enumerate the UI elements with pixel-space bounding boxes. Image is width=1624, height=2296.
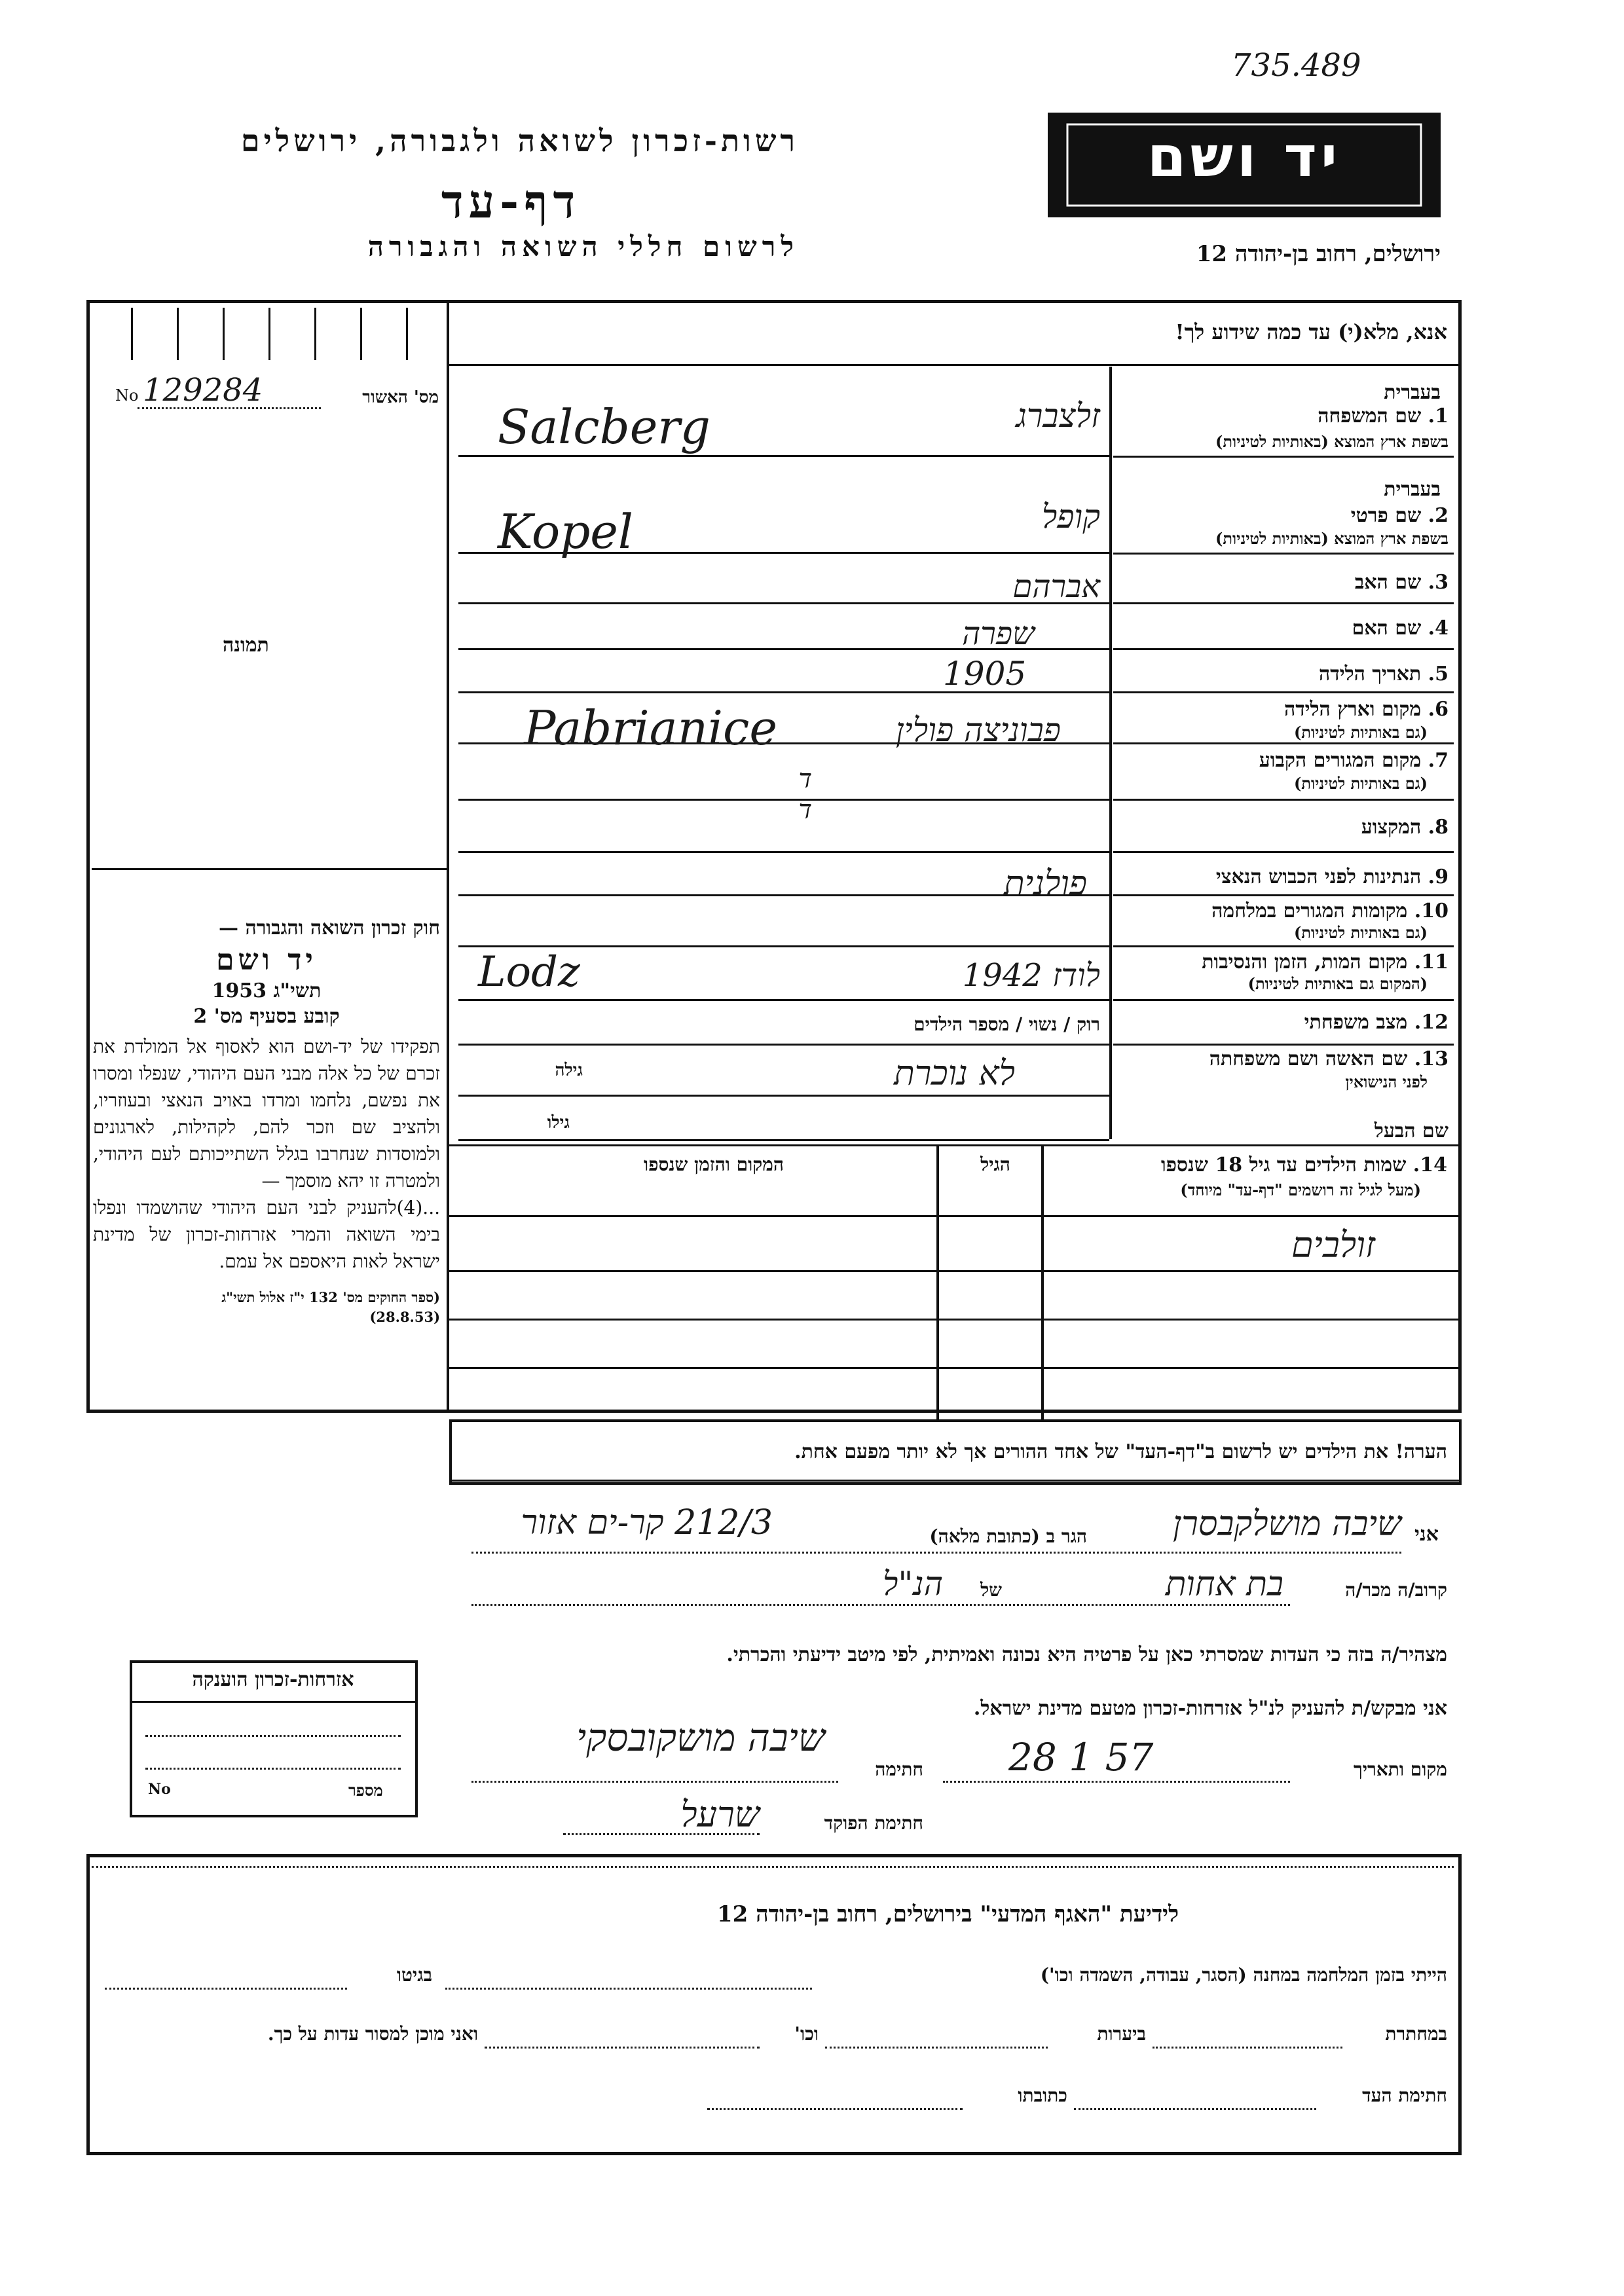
f1-value-hebrew: זלצברג: [1016, 397, 1100, 435]
declarant-ani: אני: [1414, 1523, 1439, 1546]
header-address: ירושלים, רחוב בן-יהודה 12: [1196, 241, 1441, 267]
footer-line2-end: ואני מוכן למסור עדות על כך.: [267, 2023, 478, 2045]
f1-num: 1.: [1428, 405, 1449, 428]
law-year: תשי"ג 1953: [212, 979, 322, 1002]
f8-num: 8.: [1428, 816, 1449, 839]
f9-label: הנתינות לפני הכבוש הנאצי: [1215, 866, 1422, 888]
f2-sub: בשפת ארץ המוצא (באותיות לטיניות): [1215, 529, 1449, 548]
f2-hebrew-tag: בעברית: [1384, 478, 1441, 501]
footer-line1-end: בגיטו: [396, 1964, 432, 1986]
logo-text: יד ושם: [1147, 124, 1342, 190]
photo-label: תמונה: [223, 634, 269, 657]
husband-label: שם הבעל: [1374, 1120, 1449, 1142]
footer-heading: לידיעת "האגף המדעי" בירושלים, רחוב בן-יהודה 12: [716, 1901, 1179, 1927]
f7-label: מקום המגורים הקבוע: [1259, 749, 1422, 772]
plea-text: אנא, מלא(י) עד כמה שידוע לך!: [1175, 319, 1447, 344]
form-subtitle: לרשום חללי השואה והגבורה: [367, 230, 799, 263]
f13-value: לא נוכרת: [894, 1054, 1015, 1093]
f1-sub: בשפת ארץ המוצא (באותיות לטיניות): [1215, 432, 1449, 451]
law-citation: (ספר החוקים מס' 132 י"ז אלול תשי"ג (28.8.53): [221, 1289, 440, 1325]
f2-value-hebrew: קופל: [1041, 498, 1100, 536]
registration-boxes: [92, 308, 445, 360]
footer-line3-a: חתימת העד: [1362, 2085, 1447, 2106]
registration-no-prefix: No: [115, 386, 139, 405]
f3-num: 3.: [1428, 571, 1449, 594]
f14-num: 14.: [1412, 1154, 1447, 1176]
footer-line1: הייתי בזמן המלחמה במחנה (הסגר, עבודה, השמדה וכו'): [1040, 1964, 1447, 1986]
f13-age-label: גילה: [555, 1061, 583, 1080]
f12-label: מצב משפחתי: [1304, 1011, 1408, 1034]
law-name: יד ושם: [216, 943, 317, 977]
footer-line2-c: וכו': [794, 2023, 819, 2045]
f6-value-hebrew: פבוניצה פולין: [895, 711, 1061, 749]
f9-num: 9.: [1428, 866, 1449, 888]
f12-value: רוק / נשוי / מספר הילדים: [913, 1013, 1100, 1035]
f10-label: מקומות המגורים במלחמה: [1211, 900, 1408, 922]
f8-value: [524, 811, 1100, 843]
of-value: הנ"ל: [883, 1565, 943, 1603]
husband-value: [589, 1106, 1087, 1135]
f1-value-latin: Salcberg: [498, 399, 710, 454]
field-labels: [1113, 367, 1454, 1142]
f6-num: 6.: [1428, 698, 1449, 721]
f12-num: 12.: [1414, 1011, 1449, 1034]
f10-sub: (גם באותיות לטיניות): [1293, 923, 1428, 942]
form-title: דף-עד: [441, 174, 581, 228]
authority-title: רשות-זכרון לשואה ולגבורה, ירושלים: [240, 123, 799, 158]
archive-number: 735.489: [1231, 47, 1361, 84]
officer-label: חתימת הפוקד: [824, 1812, 923, 1834]
citizenship-number-label: מספר: [348, 1781, 383, 1800]
f7-sub: (גם באותיות לטיניות): [1293, 774, 1428, 793]
f6-value-latin: Pabrianice: [524, 701, 777, 756]
place-date-label: מקום ותאריך: [1353, 1758, 1447, 1780]
f5-value: 1905: [943, 655, 1027, 693]
relation-value: בת אחות: [1165, 1565, 1283, 1604]
declarant-resides-label: הגר ב (כתובת מלאה): [929, 1525, 1087, 1547]
f7-value: ד ד: [798, 764, 930, 825]
f5-label: תאריך הלידה: [1319, 663, 1422, 685]
f14-value: זולבים: [1291, 1224, 1375, 1266]
citizenship-box: [130, 1660, 418, 1817]
f4-label: שם האם: [1352, 617, 1422, 640]
yad-vashem-logo: [1048, 113, 1441, 217]
f3-label: שם האב: [1354, 571, 1422, 594]
officer-signature: שרעל: [680, 1794, 760, 1835]
registration-number: 129284: [143, 372, 263, 409]
f8-label: המקצוע: [1361, 816, 1422, 839]
of-label: של: [980, 1579, 1002, 1601]
law-item-4: ...(4)להעניק לבני העם היהודי שהושמדו ונפלו בימי השואה והמרי אזרחות-זכרון של מדינת ישראל לאות היאספם אל עמם.: [93, 1197, 440, 1272]
f13-sub: לפני הנישואין: [1345, 1072, 1428, 1091]
signature-label: חתימה: [875, 1758, 923, 1780]
declarant-name: שיבה מושלקבסרן: [1172, 1504, 1401, 1544]
request-text: אני מבקש/ת להעניק לנ"ל אזרחות-זכרון מטעם מדינת ישראל.: [973, 1697, 1447, 1720]
date-value: 28 1 57: [1008, 1735, 1154, 1779]
signature-value: שיבה מושקובסקי: [576, 1715, 825, 1760]
footer-box: [86, 1854, 1462, 2155]
footer-line2-a: במחתרת: [1385, 2023, 1447, 2045]
f11-label: מקום המות, הזמן והנסיבות: [1202, 951, 1408, 974]
f1-label: שם המשפחה: [1318, 405, 1422, 428]
f6-sub: (גם באותיות לטיניות): [1293, 723, 1428, 742]
law-clause: קובע בסעיף מס' 2: [193, 1005, 340, 1028]
f11-sub: (המקום גם באותיות לטיניות): [1247, 974, 1428, 993]
f10-value: [524, 906, 1100, 939]
f10-num: 10.: [1414, 900, 1449, 922]
law-body: תפקידו של יד-ושם הוא לאסוף אל המולדת את זכרם של כל אלה מבני העם היהודי, שנפלו ומסרו את נפשם, נלחמו ומרדו באויב הנאצי ובעוזריו, ולהציב שם וזכר להם, לקהילות, לארגונים ולמוסדות שנחרבו בגלל השתייכותם לעם היהודי, ולמטרה זו יהא מוסמך —: [93, 1036, 440, 1192]
declarant-address: 212/3 קר-ים אזור: [521, 1503, 773, 1542]
f4-num: 4.: [1428, 617, 1449, 640]
f3-value: אברהם: [1012, 568, 1100, 605]
f14-header: [1048, 1154, 1447, 1200]
f2-value-latin: Kopel: [498, 504, 633, 559]
husband-age-label: גילו: [547, 1113, 570, 1133]
f9-value: פולנית: [1003, 864, 1087, 903]
relation-label: קרוב/ה מכר/ה: [1345, 1579, 1447, 1601]
f2-label: שם פרטי: [1350, 504, 1422, 527]
footer-line2-b: ביערות: [1097, 2023, 1146, 2045]
f6-label: מקום וארץ הלידה: [1283, 698, 1422, 721]
f14-age-col: הגיל: [980, 1154, 1010, 1175]
citizenship-no: No: [148, 1781, 171, 1798]
f13-num: 13.: [1414, 1048, 1449, 1070]
f14-label: שמות הילדים עד גיל 18 שנספו: [1160, 1154, 1407, 1176]
f11-value-hebrew: לודז 1942: [962, 957, 1100, 994]
f11-num: 11.: [1414, 951, 1449, 974]
f2-num: 2.: [1428, 504, 1449, 527]
registration-label: מס' האשור: [362, 388, 439, 407]
f1-hebrew-tag: בעברית: [1384, 381, 1441, 404]
f14-sub: (מעל לגיל זה רושמים "דף-עד" מיוחד): [1180, 1180, 1421, 1199]
f7-num: 7.: [1428, 749, 1449, 772]
f14-place-col: המקום והזמן שנספו: [644, 1154, 784, 1175]
f11-value-latin: Lodz: [478, 948, 580, 996]
citizenship-title: אזרחות-זכרון הוענקה: [192, 1668, 354, 1691]
note-text: הערה! את הילדים יש לרשום ב"דף-העד" של אחד ההורים אך לא יותר מפעם אחת.: [794, 1440, 1447, 1463]
law-box: [93, 917, 440, 1327]
f13-label: שם האשה ושם משפחתה: [1209, 1048, 1408, 1070]
law-heading: חוק זכרון השואה והגבורה —: [219, 917, 440, 939]
f5-num: 5.: [1428, 663, 1449, 685]
declaration-text: מצהיר/ה בזה כי העדות שמסרתי כאן על פרטיה היא נכונה ואמיתית, לפי מיטב ידיעתי והכרתי.: [726, 1643, 1447, 1666]
note-box: [449, 1419, 1462, 1485]
f4-value: שפרה: [962, 615, 1035, 652]
footer-line3-b: כתובתו: [1018, 2085, 1067, 2106]
